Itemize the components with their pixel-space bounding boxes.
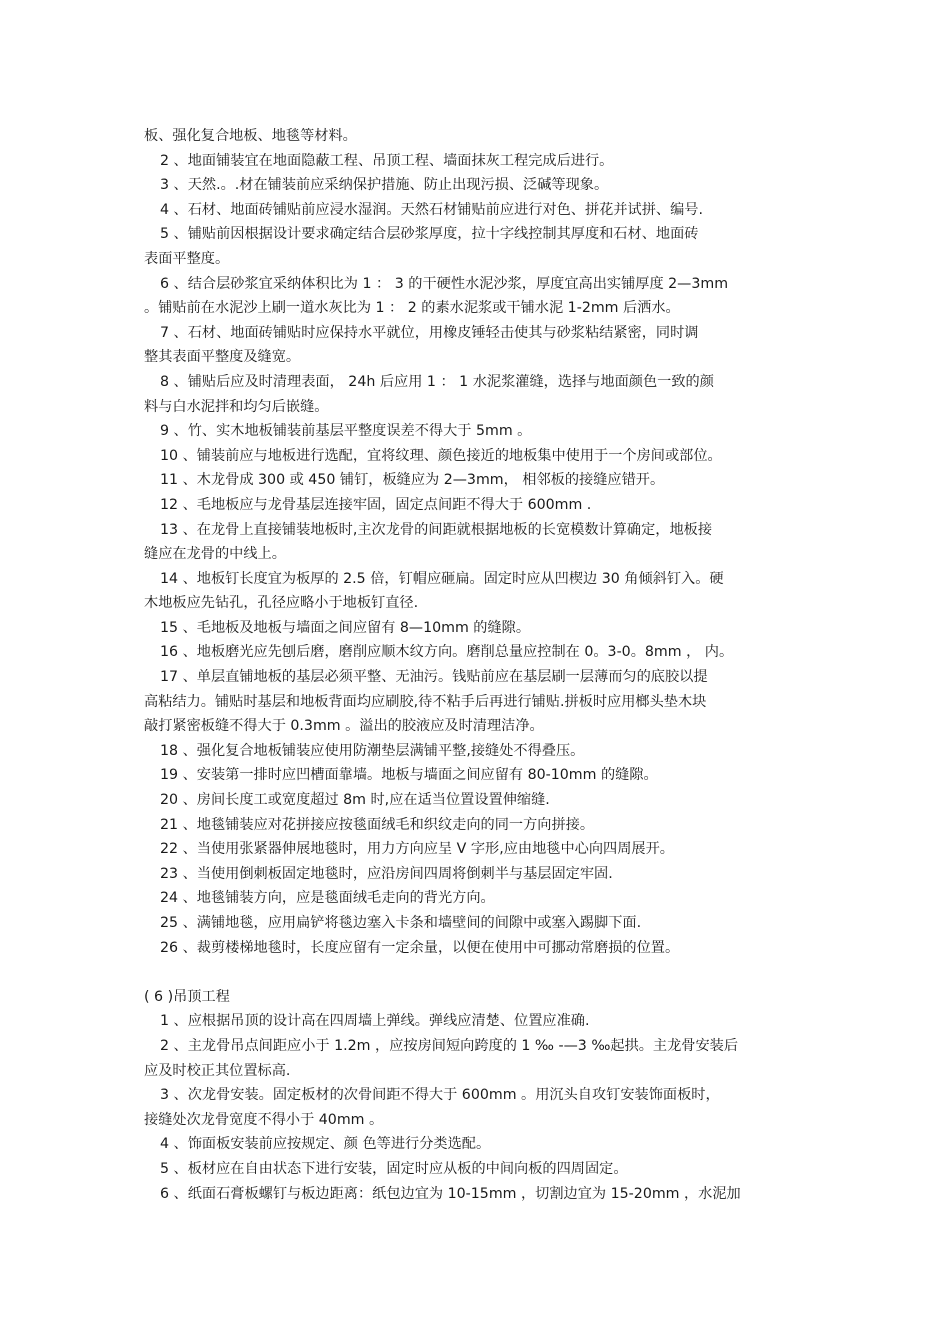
text-line: 3 、次龙骨安装。固定板材的次骨间距不得大于 600mm 。用沉头自攻钉安装饰面板时，	[160, 1087, 720, 1104]
text-line: 21 、地毯铺装应对花拼接应按毯面绒毛和织纹走向的同一方向拼接。	[160, 816, 595, 833]
text-line: 。铺贴前在水泥沙上刷一道水灰比为 1 ： 2 的素水泥浆或干铺水泥 1-2mm 后洒水。	[144, 300, 680, 317]
text-line: 23 、当使用倒刺板固定地毯时，应沿房间四周将倒刺半与基层固定牢固.	[160, 865, 613, 882]
text-line: 18 、强化复合地板铺装应使用防潮垫层满铺平整,接缝处不得叠压。	[160, 742, 585, 759]
text-line: 接缝处次龙骨宽度不得小于 40mm 。	[144, 1111, 384, 1128]
section-gap	[144, 960, 812, 985]
text-line: 4 、饰面板安装前应按规定、颜 色等进行分类选配。	[160, 1136, 491, 1153]
text-line: 5 、板材应在自由状态下进行安装，固定时应从板的中间向板的四周固定。	[160, 1160, 628, 1177]
text-line: ( 6 )吊顶工程	[144, 988, 230, 1005]
text-line: 8 、铺贴后应及时清理表面， 24h 后应用 1 ： 1 水泥浆灌缝，选择与地面颜色一致的颜	[160, 373, 714, 390]
text-line: 缝应在龙骨的中线上。	[144, 546, 286, 563]
text-line: 16 、地板磨光应先刨后磨，磨削应顺木纹方向。磨削总量应控制在 0。3-0。8mm ， 内。	[160, 644, 734, 661]
ceiling-section	[144, 985, 812, 1206]
text-line: 表面平整度。	[144, 250, 230, 267]
text-line: 14 、地板钉长度宜为板厚的 2.5 倍，钉帽应砸扁。固定时应从凹楔边 30 角倾斜钉入。硬	[160, 570, 724, 587]
text-line: 24 、地毯铺装方向，应是毯面绒毛走向的背光方向。	[160, 890, 495, 907]
text-line: 26 、裁剪楼梯地毯时，长度应留有一定余量，以便在使用中可挪动常磨损的位置。	[160, 939, 680, 956]
text-line: 13 、在龙骨上直接铺装地板时,主次龙骨的间距就根据地板的长宽模数计算确定，地板接	[160, 521, 713, 538]
text-line: 料与白水泥拌和均匀后嵌缝。	[144, 398, 329, 415]
text-line: 2 、主龙骨吊点间距应小于 1.2m ，应按房间短向跨度的 1 ‰ -—3 ‰起拱。主龙骨安装后	[160, 1037, 739, 1054]
text-line: 敲打紧密板缝不得大于 0.3mm 。溢出的胶液应及时清理洁净。	[144, 718, 544, 735]
text-line: 1 、应根据吊顶的设计高在四周墙上弹线。弹线应清楚、位置应准确.	[160, 1013, 590, 1030]
text-line: 2 、地面铺装宜在地面隐蔽工程、吊顶工程、墙面抹灰工程完成后进行。	[160, 152, 614, 169]
text-line: 6 、纸面石膏板螺钉与板边距离：纸包边宜为 10-15mm ，切割边宜为 15-20mm ，水泥加	[160, 1185, 741, 1202]
text-line: 12 、毛地板应与龙骨基层连接牢固，固定点间距不得大于 600mm .	[160, 496, 592, 513]
text-line: 木地板应先钻孔，孔径应略小于地板钉直径.	[144, 595, 419, 612]
text-line: 5 、铺贴前因根据设计要求确定结合层砂浆厚度，拉十字线控制其厚度和石材、地面砖	[160, 226, 699, 243]
text-line: 15 、毛地板及地板与墙面之间应留有 8—10mm 的缝隙。	[160, 619, 531, 636]
text-line: 4 、石材、地面砖铺贴前应浸水湿润。天然石材铺贴前应进行对色、拼花并试拼、编号.	[160, 201, 703, 218]
text-line: 20 、房间长度工或宽度超过 8m 时,应在适当位置设置伸缩缝.	[160, 792, 550, 809]
text-line: 3 、天然.。.材在铺装前应采纳保护措施、防止出现污损、泛碱等现象。	[160, 177, 609, 194]
text-line: 6 、结合层砂浆宜采纳体积比为 1 ： 3 的干硬性水泥沙浆，厚度宜高出实铺厚度 2—3mm	[160, 275, 729, 292]
text-line: 19 、安装第一排时应凹槽面靠墙。地板与墙面之间应留有 80-10mm 的缝隙。	[160, 767, 658, 784]
text-line: 整其表面平整度及缝宽。	[144, 349, 301, 366]
flooring-section	[144, 124, 812, 960]
text-line: 板、强化复合地板、地毯等材料。	[144, 128, 357, 144]
text-line: 11 、木龙骨成 300 或 450 铺钉，板缝应为 2—3mm， 相邻板的接缝应错开。	[160, 472, 665, 489]
text-line: 高粘结力。铺贴时基层和地板背面均应刷胶,待不粘手后再进行铺贴.拼板时应用榔头垫木块	[144, 693, 707, 710]
text-line: 17 、单层直铺地板的基层必须平整、无油污。钱贴前应在基层刷一层薄而匀的底胶以提	[160, 669, 708, 686]
text-line: 应及时校正其位置标高.	[144, 1062, 291, 1079]
document-body	[144, 124, 812, 1206]
text-line: 22 、当使用张紧器伸展地毯时，用力方向应呈 V 字形,应由地毯中心向四周展开。	[160, 841, 674, 858]
text-line: 25 、满铺地毯，应用扁铲将毯边塞入卡条和墙壁间的间隙中或塞入踢脚下面.	[160, 915, 642, 931]
text-line: 10 、铺装前应与地板进行选配，宜将纹理、颜色接近的地板集中使用于一个房间或部位。	[160, 447, 722, 464]
text-line: 7 、石材、地面砖铺贴时应保持水平就位，用橡皮锤轻击使其与砂浆粘结紧密，同时调	[160, 324, 699, 341]
text-line: 9 、竹、实木地板铺装前基层平整度误差不得大于 5mm 。	[160, 423, 532, 440]
